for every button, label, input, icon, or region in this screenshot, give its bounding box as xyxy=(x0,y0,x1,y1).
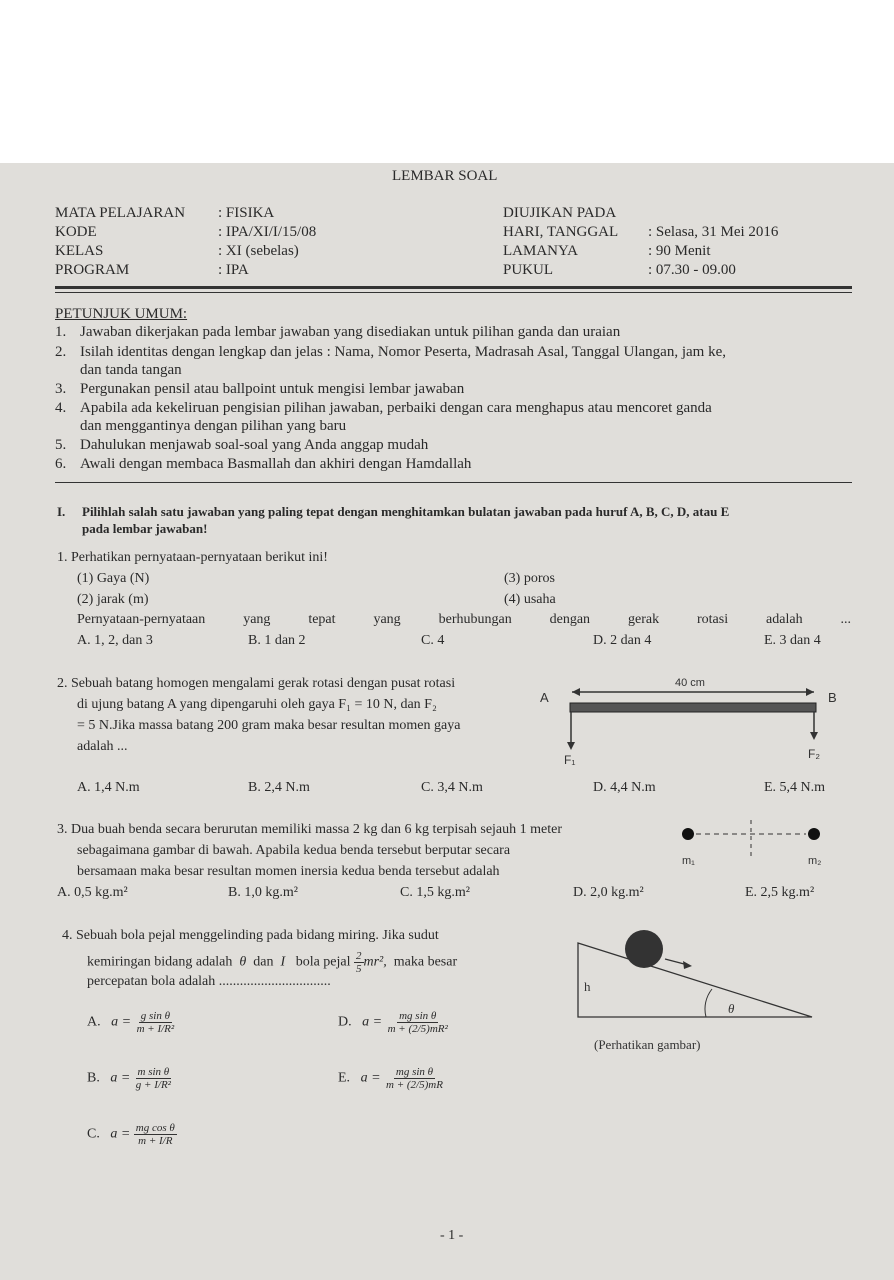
list-item: Apabila ada kekeliruan pengisian pilihan jawaban, perbaiki dengan cara menghapus atau mencoret ganda xyxy=(80,400,712,416)
question-stem: = 5 N.Jika massa batang 200 gram maka besar resultan momen gaya xyxy=(77,718,461,733)
instructions-heading: PETUNJUK UMUM: xyxy=(55,306,188,322)
inclined-plane xyxy=(578,943,812,1017)
info-value: : XI (sebelas) xyxy=(218,243,299,259)
denominator: m + (2/5)mR xyxy=(386,1079,443,1091)
statement: (3) poros xyxy=(504,571,555,586)
answer-option-d[interactable]: D. 2 dan 4 xyxy=(593,633,652,648)
numerator: mg cos θ xyxy=(135,1122,175,1134)
arrow-head xyxy=(683,961,692,969)
answer-option-c[interactable] xyxy=(87,1122,177,1147)
word: rotasi xyxy=(697,612,729,627)
option-label: E. xyxy=(338,1070,351,1086)
answer-option-b[interactable] xyxy=(87,1066,173,1091)
answer-option-c[interactable]: C. 1,5 kg.m² xyxy=(400,885,470,900)
mass-2 xyxy=(808,828,820,840)
masses-diagram xyxy=(672,818,832,870)
text: bola pejal xyxy=(295,954,351,970)
inertia-symbol: I xyxy=(280,954,286,970)
denominator: g + I/R² xyxy=(135,1079,171,1091)
numerator: mg sin θ xyxy=(395,1066,434,1078)
page-title: LEMBAR SOAL xyxy=(392,168,498,184)
answer-option-e[interactable]: E. 5,4 N.m xyxy=(764,780,826,795)
mass-label-1: m₁ xyxy=(682,855,695,867)
question-stem: 2. Sebuah batang homogen mengalami gerak rotasi dengan pusat rotasi xyxy=(57,676,456,691)
mass-1 xyxy=(682,828,694,840)
numerator: mg sin θ xyxy=(399,1010,437,1022)
end-label-b: B xyxy=(828,690,837,705)
inertia-expression: mr², xyxy=(363,954,387,970)
rod xyxy=(570,703,816,712)
question-stem: sebagaimana gambar di bawah. Apabila kedua benda tersebut berputar secara xyxy=(77,843,511,858)
formula-fraction xyxy=(134,1066,173,1091)
statement: (4) usaha xyxy=(504,592,556,607)
word: yang xyxy=(243,612,271,627)
statement: (1) Gaya (N) xyxy=(77,571,150,586)
height-label: h xyxy=(584,979,591,994)
list-item: Isilah identitas dengan lengkap dan jelas : Nama, Nomor Peserta, Madrasah Asal, Tanggal Ulangan, jam ke, xyxy=(80,344,726,360)
question-stem: adalah ... xyxy=(77,739,128,754)
arrow-head-f2 xyxy=(810,732,818,740)
formula-fraction xyxy=(384,1066,445,1091)
list-item-number: 2. xyxy=(55,344,67,360)
info-value: : IPA/XI/I/15/08 xyxy=(218,224,317,240)
text: kemiringan bidang adalah xyxy=(87,954,233,970)
question-stem-line xyxy=(77,612,851,628)
arrow-head-right xyxy=(806,688,814,696)
option-label: A. xyxy=(87,1014,101,1030)
list-item-number: 5. xyxy=(55,437,67,453)
info-value: : 07.30 - 09.00 xyxy=(648,262,736,278)
word: adalah xyxy=(766,612,803,627)
formula-fraction xyxy=(386,1010,450,1035)
option-label: B. xyxy=(87,1070,100,1086)
answer-option-a[interactable]: A. 1,4 N.m xyxy=(77,780,140,795)
list-item-number: 1. xyxy=(55,324,67,340)
list-item-number: 6. xyxy=(55,456,67,472)
formula-fraction xyxy=(135,1010,177,1035)
answer-option-e[interactable] xyxy=(338,1066,445,1091)
theta-symbol: θ xyxy=(239,954,247,970)
option-label: C. xyxy=(87,1126,100,1142)
word: yang xyxy=(373,612,401,627)
page-number: - 1 - xyxy=(440,1228,464,1243)
force-label-f1: F₁ xyxy=(564,753,576,767)
answer-option-c[interactable]: C. 4 xyxy=(421,633,445,648)
statement: (2) jarak (m) xyxy=(77,592,149,607)
text: dan xyxy=(253,954,274,970)
answer-option-a[interactable] xyxy=(87,1010,176,1035)
info-label: KELAS xyxy=(55,243,104,259)
info-label: DIUJIKAN PADA xyxy=(503,205,617,221)
option-label: D. xyxy=(338,1014,352,1030)
info-value: : IPA xyxy=(218,262,249,278)
divider xyxy=(55,286,852,289)
question-stem: bersamaan maka besar resultan momen inersia kedua benda tersebut adalah xyxy=(77,864,500,879)
answer-option-a[interactable]: A. 1, 2, dan 3 xyxy=(77,633,153,648)
divider xyxy=(55,292,852,293)
numerator: g sin θ xyxy=(140,1010,170,1022)
word: dengan xyxy=(549,612,591,627)
answer-option-a[interactable]: A. 0,5 kg.m² xyxy=(57,885,128,900)
answer-option-e[interactable]: E. 2,5 kg.m² xyxy=(745,885,815,900)
denominator: m + I/R xyxy=(138,1135,173,1147)
angle-arc xyxy=(705,989,712,1017)
info-value: : Selasa, 31 Mei 2016 xyxy=(648,224,779,240)
list-item: Jawaban dikerjakan pada lembar jawaban yang disediakan untuk pilihan ganda dan uraian xyxy=(80,324,621,340)
info-label: HARI, TANGGAL xyxy=(503,224,619,240)
formula-lhs: a = xyxy=(111,1014,132,1030)
word: Pernyataan-pernyataan xyxy=(77,612,206,627)
info-label: KODE xyxy=(55,224,97,240)
section-instruction: pada lembar jawaban! xyxy=(82,521,208,536)
answer-option-d[interactable]: D. 4,4 N.m xyxy=(593,780,656,795)
solid-ball xyxy=(625,930,663,968)
arrow-head-left xyxy=(572,688,580,696)
info-value: : FISIKA xyxy=(218,205,275,221)
formula-lhs: a = xyxy=(110,1126,131,1142)
question-stem-line xyxy=(87,950,457,975)
list-item: Dahulukan menjawab soal-soal yang Anda anggap mudah xyxy=(80,437,429,453)
answer-option-e[interactable]: E. 3 dan 4 xyxy=(764,633,821,648)
list-item-number: 3. xyxy=(55,381,67,397)
list-item: dan menggantinya dengan pilihan yang baru xyxy=(80,418,347,434)
question-stem: 3. Dua buah benda secara berurutan memiliki massa 2 kg dan 6 kg terpisah sejauh 1 meter xyxy=(57,822,563,837)
question-stem: di ujung batang A yang dipengaruhi oleh gaya F₁ = 10 N, dan F₂ xyxy=(77,697,437,712)
list-item: Pergunakan pensil atau ballpoint untuk mengisi lembar jawaban xyxy=(80,381,465,397)
formula-lhs: a = xyxy=(362,1014,383,1030)
numerator: m sin θ xyxy=(137,1066,170,1078)
list-item: dan tanda tangan xyxy=(80,362,182,378)
list-item-number: 4. xyxy=(55,400,67,416)
question-stem: percepatan bola adalah ................................ xyxy=(87,974,331,989)
divider xyxy=(55,482,852,483)
incline-diagram xyxy=(570,925,830,1055)
section-instruction: Pilihlah salah satu jawaban yang paling tepat dengan menghitamkan bulatan jawaban pada huruf A, B, C, D, atau E xyxy=(82,504,730,519)
answer-option-d[interactable]: D. 2,0 kg.m² xyxy=(573,885,644,900)
blank-top-area xyxy=(0,0,894,163)
numerator: 2 xyxy=(356,950,362,962)
angle-label: θ xyxy=(728,1001,735,1016)
end-label-a: A xyxy=(540,690,549,705)
fraction xyxy=(354,950,364,975)
formula-fraction xyxy=(134,1122,177,1147)
list-item: Awali dengan membaca Basmallah dan akhiri dengan Hamdallah xyxy=(80,456,472,472)
formula-lhs: a = xyxy=(110,1070,131,1086)
question-stem: 1. Perhatikan pernyataan-pernyataan berikut ini! xyxy=(57,550,328,565)
answer-option-b[interactable]: B. 1,0 kg.m² xyxy=(228,885,298,900)
answer-option-b[interactable]: B. 2,4 N.m xyxy=(248,780,310,795)
word: ... xyxy=(840,612,851,627)
figure-caption: (Perhatikan gambar) xyxy=(594,1037,701,1052)
denominator: 5 xyxy=(356,963,362,975)
denominator: m + I/R² xyxy=(136,1023,175,1035)
answer-option-c[interactable]: C. 3,4 N.m xyxy=(421,780,483,795)
force-label-f2: F₂ xyxy=(808,747,820,761)
info-value: : 90 Menit xyxy=(648,243,711,259)
answer-option-d[interactable] xyxy=(338,1010,450,1035)
info-label: PUKUL xyxy=(503,262,554,278)
text: maka besar xyxy=(393,954,458,970)
question-stem: 4. Sebuah bola pejal menggelinding pada bidang miring. Jika sudut xyxy=(62,928,439,943)
length-label: 40 cm xyxy=(675,677,705,689)
section-number: I. xyxy=(57,504,66,519)
info-label: PROGRAM xyxy=(55,262,130,278)
denominator: m + (2/5)mR² xyxy=(387,1023,448,1035)
rod-diagram xyxy=(530,670,850,770)
word: gerak xyxy=(627,612,660,627)
mass-label-2: m₂ xyxy=(808,855,822,867)
word: tepat xyxy=(308,612,336,627)
word: berhubungan xyxy=(438,612,512,627)
arrow-head-f1 xyxy=(567,742,575,750)
formula-lhs: a = xyxy=(360,1070,381,1086)
info-label: MATA PELAJARAN xyxy=(55,205,186,221)
info-label: LAMANYA xyxy=(503,243,578,259)
answer-option-b[interactable]: B. 1 dan 2 xyxy=(248,633,306,648)
